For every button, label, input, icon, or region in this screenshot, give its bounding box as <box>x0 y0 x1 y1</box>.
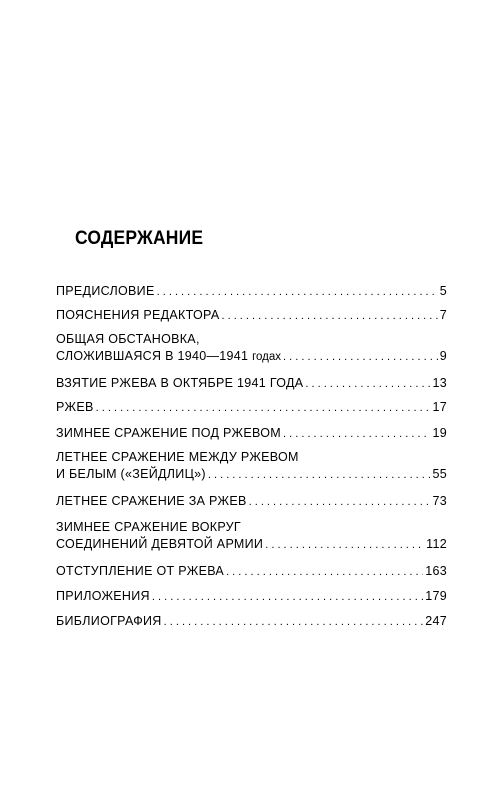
toc-leader-dots <box>96 400 431 417</box>
toc-entry-page: 112 <box>426 537 447 551</box>
toc-entry <box>56 588 447 606</box>
toc-entry <box>56 307 447 325</box>
toc-entry <box>56 283 447 301</box>
toc-entry-page: 163 <box>425 564 447 578</box>
toc-entry <box>56 399 447 417</box>
toc-entry-title-tail: годах <box>252 351 282 363</box>
toc-entry-title-line: СЛОЖИВШАЯСЯ В 1940—1941 <box>56 349 249 363</box>
toc-entry <box>56 425 447 443</box>
toc-entry <box>56 519 447 554</box>
toc-entry-title <box>56 348 281 366</box>
toc-entry-title: ВЗЯТИЕ РЖЕВА В ОКТЯБРЕ 1941 ГОДА <box>56 376 304 390</box>
toc-entry-page: 13 <box>432 376 447 390</box>
toc-entry-page: 19 <box>432 426 447 440</box>
toc-entry-page: 55 <box>432 467 447 481</box>
toc-entry-page: 9 <box>439 349 447 363</box>
toc-entry-title-line: ЗИМНЕЕ СРАЖЕНИЕ ВОКРУГ <box>56 520 241 534</box>
toc-entry-page: 247 <box>425 614 447 628</box>
toc-entry-title-line: ОБЩАЯ ОБСТАНОВКА, <box>56 332 200 346</box>
toc-leader-dots <box>265 537 424 554</box>
toc-entry-title-line: ЛЕТНЕЕ СРАЖЕНИЕ МЕЖДУ РЖЕВОМ <box>56 450 299 464</box>
toc-entry <box>56 493 447 511</box>
toc-entry <box>56 375 447 393</box>
toc-entry-page: 7 <box>439 308 447 322</box>
toc-leader-dots <box>305 376 430 393</box>
toc-leader-dots <box>157 284 438 301</box>
toc-entry <box>56 331 447 366</box>
toc-entry-title: И БЕЛЫМ («ЗЕЙДЛИЦ») <box>56 467 206 481</box>
toc-entry-title: РЖЕВ <box>56 400 94 414</box>
toc-entry-title: БИБЛИОГРАФИЯ <box>56 614 162 628</box>
toc-title: СОДЕРЖАНИЕ <box>75 228 204 249</box>
toc-leader-dots <box>164 614 424 631</box>
toc-leader-dots <box>226 564 423 581</box>
toc-entry-title: ПРЕДИСЛОВИЕ <box>56 284 155 298</box>
toc-entry <box>56 449 447 484</box>
toc-leader-dots <box>283 426 430 443</box>
toc-leader-dots <box>152 589 423 606</box>
toc-entry-page: 73 <box>432 494 447 508</box>
toc-leader-dots <box>249 494 431 511</box>
toc-entry-title: ОТСТУПЛЕНИЕ ОТ РЖЕВА <box>56 564 225 578</box>
toc-entry-page: 17 <box>432 400 447 414</box>
toc-entry-title: СОЕДИНЕНИЙ ДЕВЯТОЙ АРМИИ <box>56 537 264 551</box>
toc-entry-title: ЛЕТНЕЕ СРАЖЕНИЕ ЗА РЖЕВ <box>56 494 247 508</box>
toc-entry-title: ПОЯСНЕНИЯ РЕДАКТОРА <box>56 308 220 322</box>
toc-entry <box>56 613 447 631</box>
toc-entry-page: 179 <box>425 589 447 603</box>
toc-leader-dots <box>283 349 438 366</box>
toc-entry <box>56 563 447 581</box>
toc-entry-title: ПРИЛОЖЕНИЯ <box>56 589 150 603</box>
toc-leader-dots <box>221 308 437 325</box>
toc-entry-title: ЗИМНЕЕ СРАЖЕНИЕ ПОД РЖЕВОМ <box>56 426 281 440</box>
toc-leader-dots <box>208 467 431 484</box>
toc-entry-page: 5 <box>439 284 447 298</box>
